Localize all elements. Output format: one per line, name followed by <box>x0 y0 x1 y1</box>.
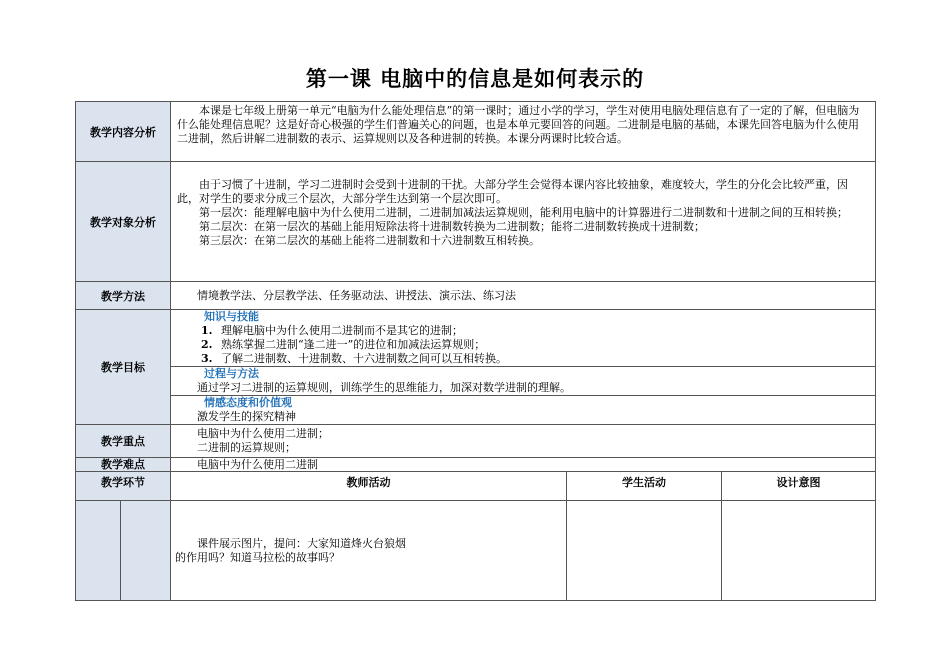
object-paragraph: 第一层次：能理解电脑中为什么使用二进制，二进制加减法运算规则，能利用电脑中的计算器进行二进制数和十进制之间的互相转换； <box>199 206 848 219</box>
knowledge-item: 2. 熟练掌握二进制“逢二进一”的进位和加减法运算规则； <box>201 338 486 351</box>
row-content-analysis <box>76 102 876 162</box>
label-difficulty: 教学难点 <box>76 458 171 472</box>
cell-key-points <box>171 425 876 458</box>
col-student-activity: 学生活动 <box>567 472 722 501</box>
col-teacher-activity: 教师活动 <box>171 472 567 501</box>
emotion-text: 激发学生的探究精神 <box>197 410 296 423</box>
label-method: 教学方法 <box>76 282 171 310</box>
content-analysis-text: 本课是七年级上册第一单元“电脑为什么能处理信息”的第一课时；通过小学的学习，学生对使用电脑处理信息有了一定的了解，但电脑为什么能处理信息呢？这是好奇心极强的学生们普遍关心的问题，也是本单元要回答的问题。二进制是电脑的基础，本课先回答电脑为什么使用二进制，然后讲解二进制数的表示、运算规则以及各种进制的转换。本课分两课时比较合适。 <box>177 104 860 145</box>
row-process-header <box>76 472 876 501</box>
row-object-analysis <box>76 162 876 282</box>
label-key-points: 教学重点 <box>76 425 171 458</box>
step-stage-cell <box>76 501 121 601</box>
cell-student-activity <box>567 501 722 601</box>
page-title: 第一课 电脑中的信息是如何表示的 <box>305 67 645 91</box>
label-content-analysis: 教学内容分析 <box>76 102 171 162</box>
lesson-plan-table <box>75 101 876 601</box>
object-paragraph: 第三层次：在第二层次的基础上能将二进制数和十六进制数互相转换。 <box>199 234 540 247</box>
label-process: 教学环节 <box>76 472 171 501</box>
col-design-intent: 设计意图 <box>722 472 876 501</box>
process-text: 通过学习二进制的运算规则，训练学生的思维能力，加深对数学进制的理解。 <box>197 381 571 394</box>
label-object-analysis: 教学对象分析 <box>76 162 171 282</box>
object-paragraph: 第二层次：在第一层次的基础上能用短除法将十进制数转换为二进制数；能将二进制数转换成十进制数； <box>199 220 705 233</box>
difficulty-text: 电脑中为什么使用二进制 <box>197 458 318 471</box>
process-heading: 过程与方法 <box>204 367 259 380</box>
cell-method <box>171 282 876 310</box>
method-text: 情境教学法、分层教学法、任务驱动法、讲授法、演示法、练习法 <box>197 288 516 302</box>
knowledge-item: 3. 了解二进制数、十进制数、十六进制数之间可以互相转换。 <box>201 352 507 365</box>
label-goals: 教学目标 <box>76 310 171 425</box>
emotion-heading: 情感态度和价值观 <box>204 396 292 409</box>
key-point-line: 二进制的运算规则； <box>197 441 296 454</box>
knowledge-item: 1. 理解电脑中为什么使用二进制而不是其它的进制； <box>201 324 463 337</box>
teacher-activity-text: 课件展示图片，提问：大家知道烽火台狼烟的作用吗？知道马拉松的故事吗？ <box>175 536 406 564</box>
row-method <box>76 282 876 310</box>
key-point-line: 电脑中为什么使用二进制； <box>197 427 329 440</box>
cell-content-analysis <box>171 102 876 162</box>
row-key-points <box>76 425 876 458</box>
cell-difficulty <box>171 458 876 472</box>
cell-object-analysis <box>171 162 876 282</box>
row-process-step <box>76 501 876 601</box>
object-paragraph: 由于习惯了十进制，学习二进制时会受到十进制的干扰。大部分学生会觉得本课内容比较抽象，难度较大，学生的分化会比较严重，因此，对学生的要求分成三个层次，大部分学生达到第一个层次即可。 <box>177 178 848 205</box>
cell-goals <box>171 310 876 425</box>
row-goals <box>76 310 876 425</box>
cell-teacher-activity <box>171 501 567 601</box>
step-substage-cell <box>121 501 171 601</box>
cell-design-intent <box>722 501 876 601</box>
row-difficulty <box>76 458 876 472</box>
knowledge-heading: 知识与技能 <box>204 310 259 323</box>
